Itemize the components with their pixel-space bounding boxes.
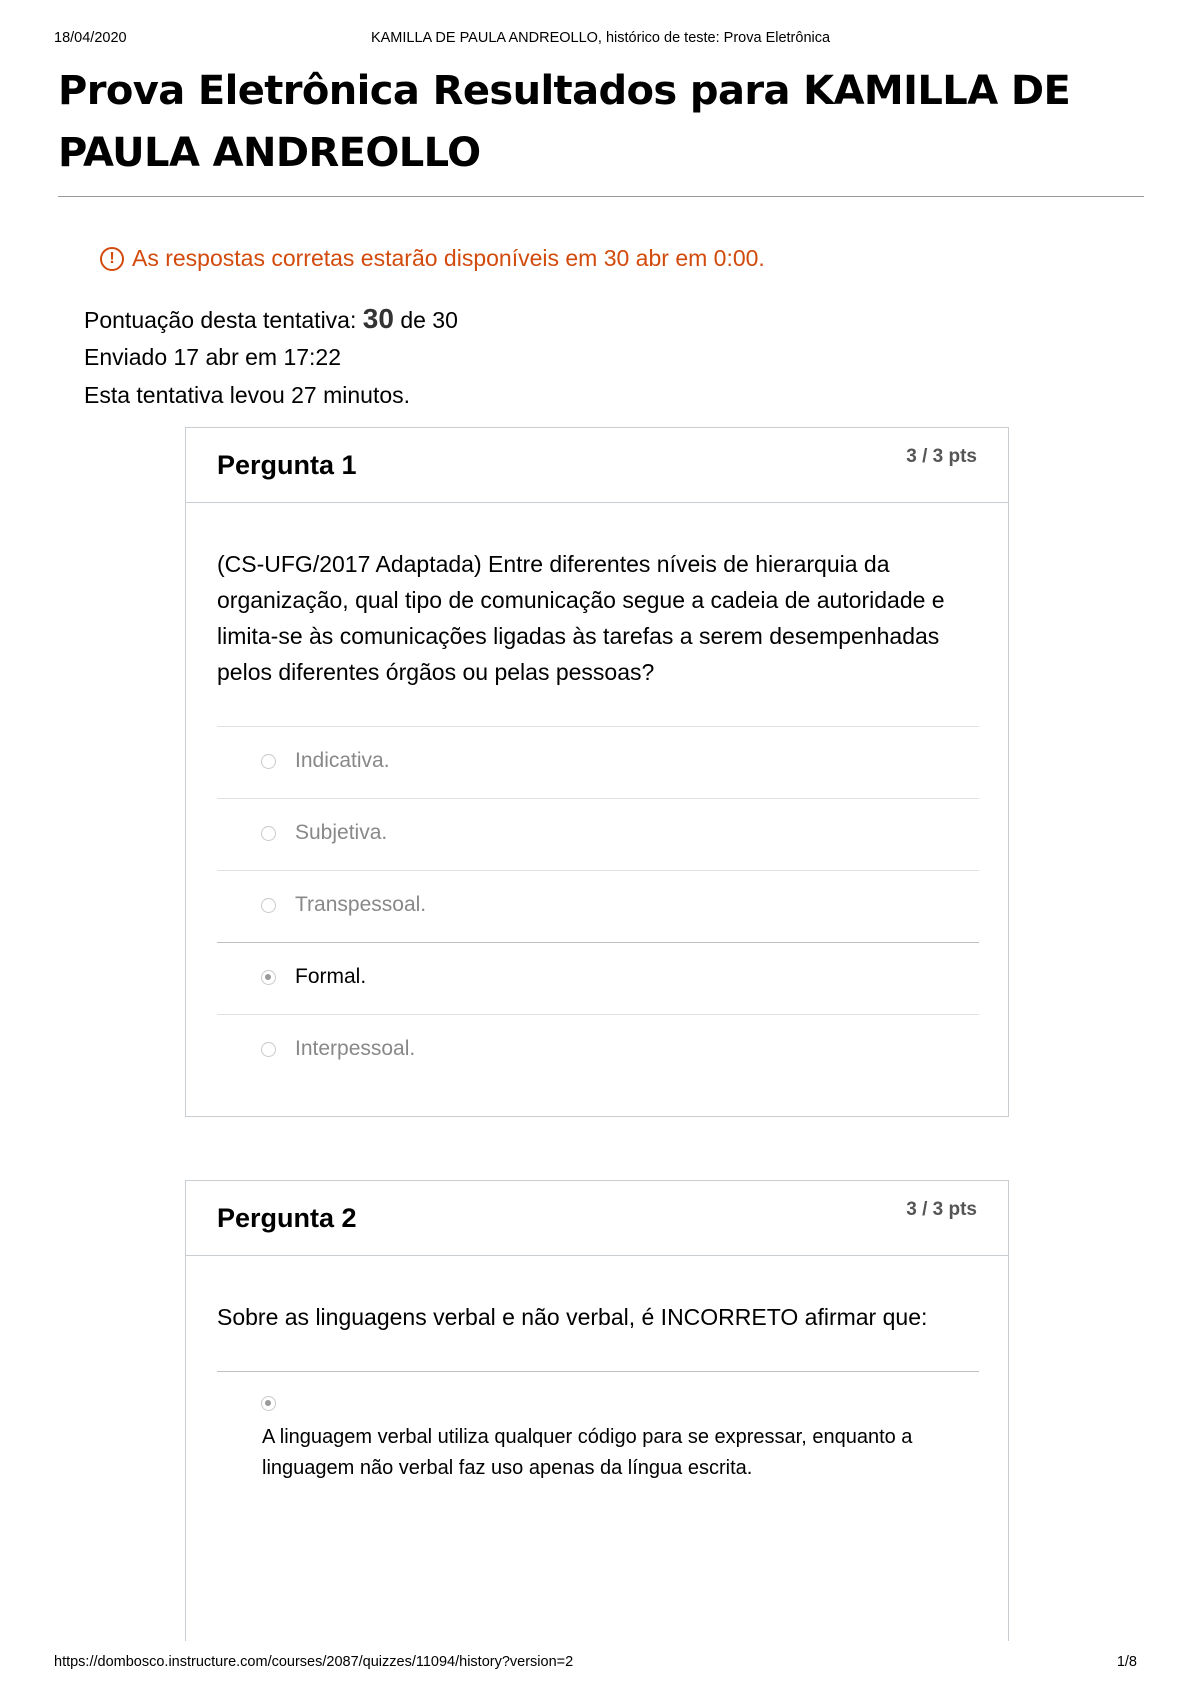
alert-icon: ! [100,247,124,271]
answer-label: Transpessoal. [295,893,427,916]
answer-label: Subjetiva. [295,821,388,844]
score-label: Pontuação desta tentativa: [84,307,357,333]
question-title: Pergunta 1 [217,450,357,480]
question-1 [185,427,1009,1117]
answer-option[interactable] [217,870,979,942]
question-text: (CS-UFG/2017 Adaptada) Entre diferentes níveis de hierarquia da organização, qual tipo de comunicação segue a cadeia de autoridade e limita-se às comunicações ligadas às tarefas a serem desempenhadas pelos diferentes órgãos ou pelas pessoas? [217,551,945,685]
radio-button[interactable] [261,898,276,913]
question-header [186,428,1008,503]
page-url: https://dombosco.instructure.com/courses/2087/quizzes/11094/history?version=2 [54,1654,574,1670]
answer-label: Indicativa. [295,749,390,772]
notice-text: As respostas corretas estarão disponíveis em 30 abr em 0:00. [132,245,765,271]
score-value: 30 [362,303,394,334]
answer-list [217,726,979,1086]
question-points: 3 / 3 pts [906,1199,977,1220]
question-title: Pergunta 2 [217,1203,357,1233]
answer-option[interactable] [217,1014,979,1086]
radio-button[interactable] [261,826,276,841]
title-divider [58,196,1144,197]
question-header [186,1181,1008,1256]
score-total: de 30 [400,307,458,333]
radio-button-checked[interactable] [261,1396,276,1411]
score-line [84,300,458,338]
answer-label: A linguagem verbal utiliza qualquer código para se expressar, enquanto a linguagem não verbal faz uso apenas da língua escrita. [262,1426,913,1479]
answer-option-selected[interactable] [217,942,979,1014]
radio-button-checked[interactable] [261,970,276,985]
attempt-summary [84,300,458,414]
answer-label: Interpessoal. [295,1037,416,1060]
question-points: 3 / 3 pts [906,446,977,467]
question-text: Sobre as linguagens verbal e não verbal, é INCORRETO afirmar que: [217,1304,928,1330]
answer-list [217,1371,979,1532]
answer-label: Formal. [295,965,367,988]
answer-option-selected[interactable] [217,1371,979,1532]
submitted-line: Enviado 17 abr em 17:22 [84,344,342,370]
question-2 [185,1180,1009,1641]
answer-option[interactable] [217,726,979,798]
print-date: 18/04/2020 [54,30,127,46]
answer-option[interactable] [217,798,979,870]
page-title: Prova Eletrônica Resultados para KAMILLA DE PAULA ANDREOLLO [58,68,1071,176]
page-number: 1/8 [1116,1654,1137,1670]
answers-availability-notice [100,245,765,272]
radio-button[interactable] [261,754,276,769]
print-header [0,30,1191,50]
radio-button[interactable] [261,1042,276,1057]
duration-line: Esta tentativa levou 27 minutos. [84,382,411,408]
print-title: KAMILLA DE PAULA ANDREOLLO, histórico de teste: Prova Eletrônica [370,30,831,46]
